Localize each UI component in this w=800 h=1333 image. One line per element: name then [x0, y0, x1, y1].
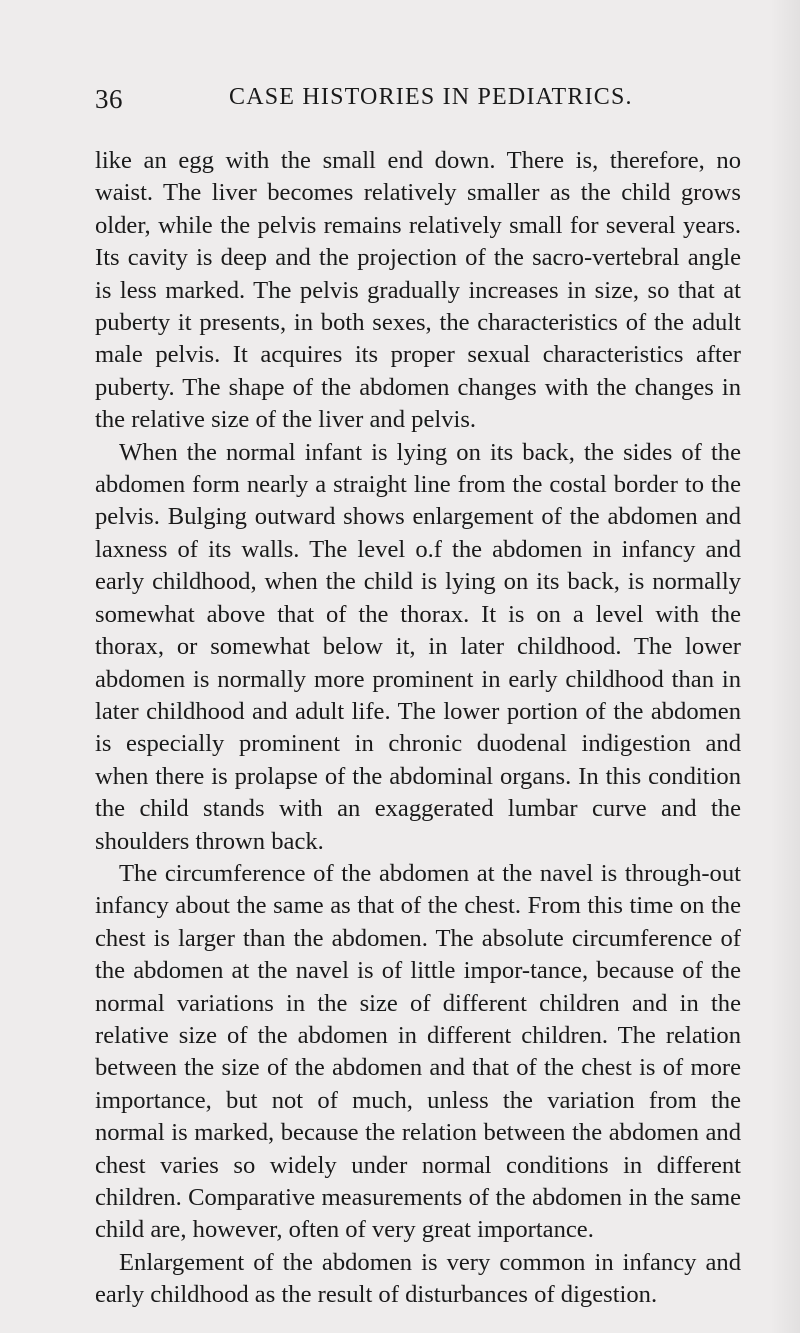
paragraph: When the normal infant is lying on its back, the sides of the abdomen form nearly a straight line from the costal border to the pelvis. Bulging outward shows enlargement of the abdomen and laxness of its walls. The level o.f the abdomen in infancy and early childhood, when the child is lying on its back, is normally somewhat above that of the thorax. It is on a level with the thorax, or somewhat below it, in later childhood. The lower abdomen is normally more prominent in early childhood than in later childhood and adult life. The lower portion of the abdomen is especially prominent in chronic duodenal indigestion and when there is prolapse of the abdominal organs. In this condition the child stands with an exaggerated lumbar curve and the shoulders thrown back. [95, 438, 741, 855]
body-text [95, 145, 741, 1312]
running-title: CASE HISTORIES IN PEDIATRICS. [229, 84, 633, 110]
paragraph: Enlargement of the abdomen is very common in infancy and early childhood as the result of disturbances of digestion. [95, 1248, 741, 1309]
paragraph: The circumference of the abdomen at the navel is through-out infancy about the same as that of the chest. From this time on the chest is larger than the abdomen. The absolute circumference of the abdomen at the navel is of little impor-tance, because of the normal variations in the size of different children and in the relative size of the abdomen in different children. The relation between the size of the abdomen and that of the chest is of more importance, but not of much, unless the variation from the normal is marked, because the relation between the abdomen and chest varies so widely under normal conditions in different children. Comparative measurements of the abdomen in the same child are, however, often of very great importance. [95, 859, 741, 1244]
paragraph: like an egg with the small end down. There is, therefore, no waist. The liver becomes relatively smaller as the child grows older, while the pelvis remains relatively small for several years. Its cavity is deep and the projection of the sacro-vertebral angle is less marked. The pelvis gradually increases in size, so that at puberty it presents, in both sexes, the characteristics of the adult male pelvis. It acquires its proper sexual characteristics after puberty. The shape of the abdomen changes with the changes in the relative size of the liver and pelvis. [95, 147, 741, 434]
page-edge-shadow [770, 0, 800, 1333]
page-number: 36 [95, 84, 123, 114]
page-header [95, 84, 740, 124]
